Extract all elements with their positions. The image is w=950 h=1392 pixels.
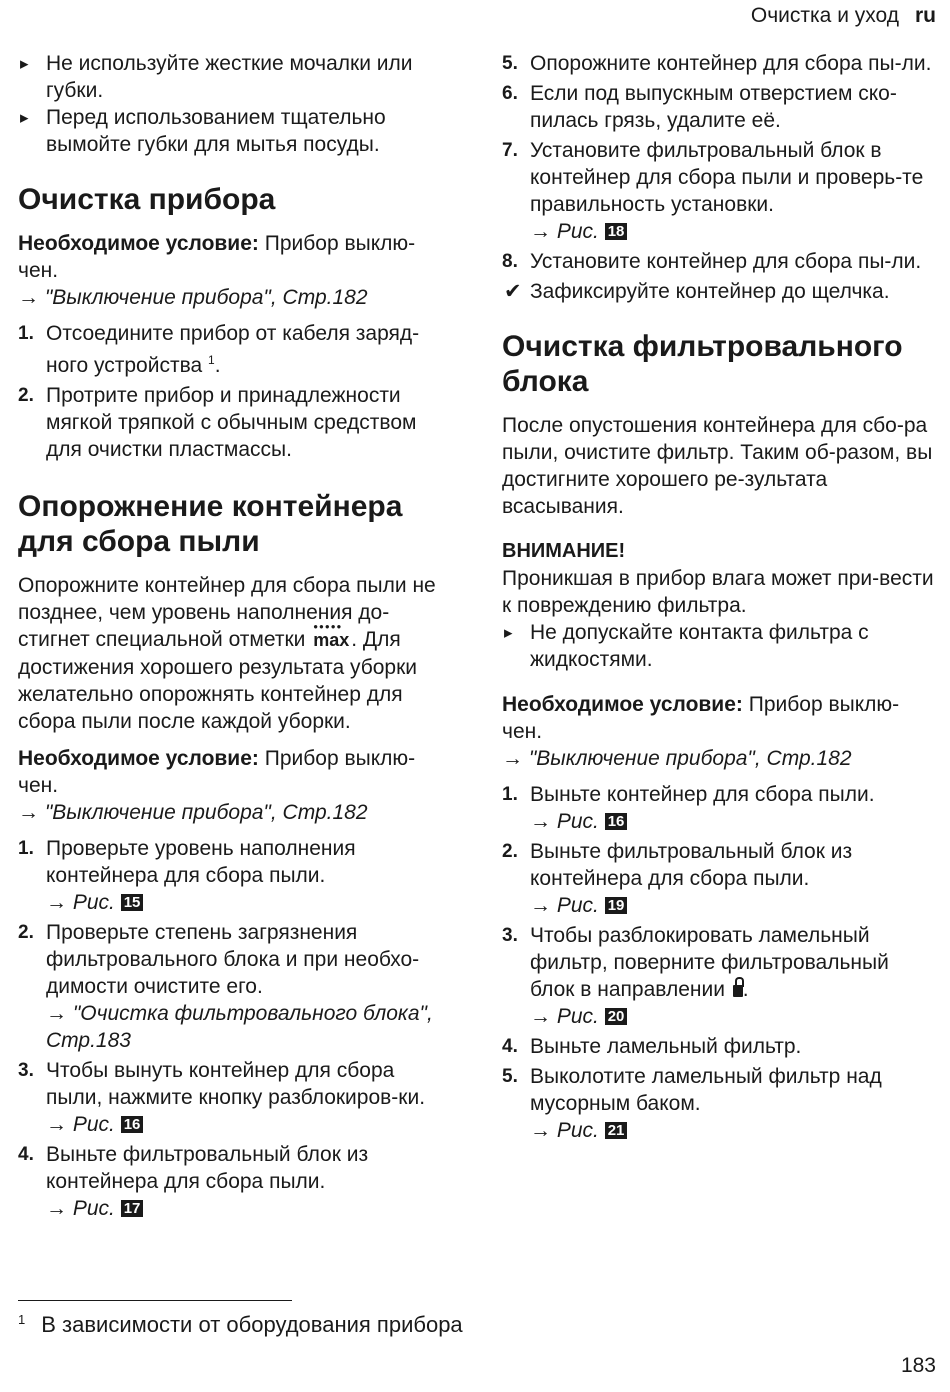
step: 4. Выньте ламельный фильтр. [502, 1035, 802, 1058]
requirement: Необходимое условие: Прибор выклю-чен. [502, 693, 900, 743]
figure-badge: 20 [605, 1008, 628, 1025]
step: 2. Проверьте степень загрязнения фильтровального блока и при необхо-димости очистите его. → "Очистка фильтровального блока", Стр.183 [18, 921, 433, 1052]
step: 5. Опорожните контейнер для сбора пы-ли. [502, 52, 932, 75]
running-header [751, 4, 936, 28]
left-column [18, 50, 454, 1222]
heading-cleaning-filter: Очистка фильтровального блока [502, 330, 903, 398]
step: 1. Выньте контейнер для сбора пыли. → Рис. 16 [502, 783, 875, 833]
step: 8. Установите контейнер для сбора пы-ли. [502, 250, 922, 273]
tip-1: ▸ Не используйте жесткие мочалки или губки. [18, 50, 454, 104]
requirement: Необходимое условие: Прибор выклю-чен. [18, 747, 416, 797]
step: 3. Чтобы разблокировать ламельный фильтр, поверните фильтровальный блок в направлении . → Рис. 20 [502, 924, 889, 1028]
heading-cleaning-device: Очистка прибора [18, 183, 276, 216]
figure-badge: 17 [121, 1200, 144, 1217]
step: 3. Чтобы вынуть контейнер для сбора пыли, нажмите кнопку разблокиров-ки. → Рис. 16 [18, 1059, 426, 1136]
step: 2. Протрите прибор и принадлежности мягкой тряпкой с обычным средством для очистки пластмассы. [18, 384, 417, 461]
step: 2. Выньте фильтровальный блок из контейнера для сбора пыли. → Рис. 19 [502, 840, 853, 917]
requirement-ref: → "Выключение прибора", Стр.182 [18, 801, 368, 824]
footnote-divider [18, 1300, 292, 1301]
requirement-ref: → "Выключение прибора", Стр.182 [502, 747, 852, 770]
step: 1. Проверьте уровень наполнения контейнера для сбора пыли. → Рис. 15 [18, 837, 356, 914]
language-code: ru [915, 4, 936, 27]
warning-tip: ▸ Не допускайте контакта фильтра с жидкостями. [502, 619, 938, 673]
step: 4. Выньте фильтровальный блок из контейнера для сбора пыли. → Рис. 17 [18, 1143, 369, 1220]
right-column [502, 50, 938, 1144]
footnote-marker: 1 [208, 353, 215, 367]
heading-emptying-container: Опорожнение контейнера для сбора пыли [18, 490, 403, 558]
step: 7. Установите фильтровальный блок в контейнер для сбора пыли и проверь-те правильность установки. → Рис. 18 [502, 139, 924, 243]
figure-badge: 15 [121, 894, 144, 911]
requirement: Необходимое условие: Прибор выклю-чен. [18, 232, 416, 282]
figure-badge: 21 [605, 1122, 628, 1139]
max-mark-icon: ●●●●● max [313, 622, 350, 650]
footnote: $^1$ В зависимости от оборудования прибора [18, 1312, 463, 1337]
step: 6. Если под выпускным отверстием ско-пилась грязь, удалите её. [502, 82, 897, 132]
figure-badge: 16 [121, 1116, 144, 1133]
tip-2: ▸ Перед использованием тщательно вымойте губки для мытья посуды. [18, 104, 454, 158]
section-title: Очистка и уход [750, 4, 899, 27]
warning-text: Проникшая в прибор влага может при-вести к повреждению фильтра. [502, 567, 934, 617]
requirement-ref: → "Выключение прибора", Стр.182 [18, 286, 368, 309]
warning-title: ВНИМАНИЕ! [502, 540, 626, 562]
figure-badge: 16 [605, 813, 628, 830]
figure-badge: 18 [605, 223, 628, 240]
result-line: ✔ Зафиксируйте контейнер до щелчка. [504, 280, 890, 303]
page-number: 183 [900, 1354, 936, 1377]
intro-paragraph: После опустошения контейнера для сбо-ра пыли, очистите фильтр. Таким об-разом, вы достигните хорошего ре-зультата всасывания. [502, 414, 933, 518]
checkmark-icon: ✔ [504, 280, 522, 303]
intro-paragraph: Опорожните контейнер для сбора пыли не позднее, чем уровень наполнения до-стигнет специальной отметки ●●●●● max. Для достижения хорошего результата уборки желательно опорожнять контейнер для сбора пыли после каждой уборки. [18, 574, 436, 733]
unlock-icon [733, 985, 743, 997]
step: 1. Отсоедините прибор от кабеля заряд-ного устройства $^1$. [18, 322, 420, 377]
step: 5. Выколотите ламельный фильтр над мусорным баком. → Рис. 21 [502, 1065, 882, 1142]
figure-badge: 19 [605, 897, 628, 914]
